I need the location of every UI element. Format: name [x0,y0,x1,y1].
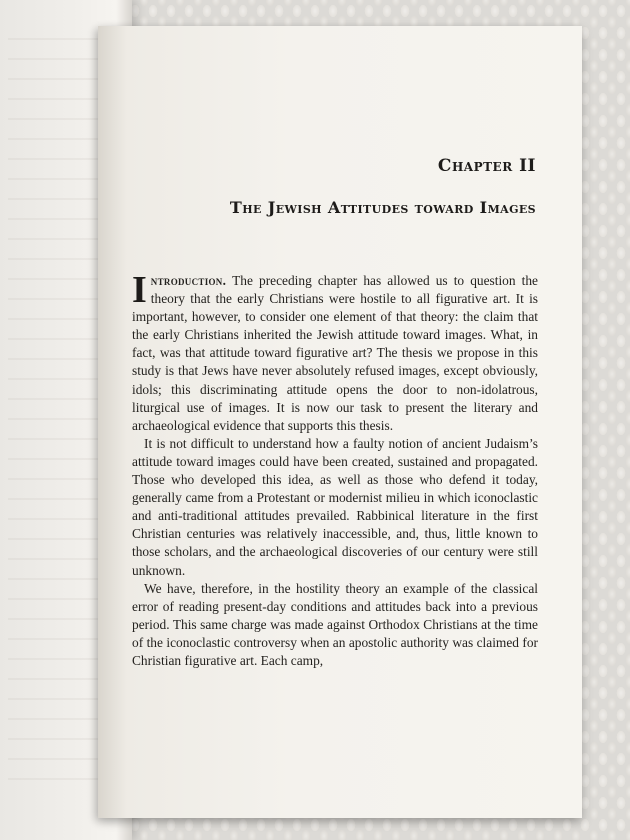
body-text [132,269,539,670]
paragraph-1-text: The preceding chapter has allowed us to question the theory that the early Christians were hostile to all figurative art. It is important, however, to consider one element of that theory: the claim that the early Christians inherited the Jewish attitude toward images. What, in fact, was that attitude toward figurative art? The thesis we propose in this study is that Jews have never absolutely refused images, except obviously, idols; this discriminating attitude opens the door to non-idolatrous, liturgical use of images. It is now our task to present the literary and archaeological evidence that supports this thesis. [132,273,539,433]
drop-cap: I [132,269,147,311]
section-heading: ntroduction. [150,273,227,288]
paragraph-3: We have, therefore, in the hostility theory an example of the classical error of reading present-day conditions and attitudes back into a previous period. This same charge was made against Orthodox Christians at the time of the iconoclastic controversy when an apostolic authority was claimed for Christian figurative art. Each camp, [132,580,538,668]
paragraph-2: It is not difficult to understand how a faulty notion of ancient Judaism’s attitude toward images could have been created, sustained and propagated. Those who developed this idea, as well as those who defend it today, generally came from a Protestant or modernist milieu in which iconoclastic and anti-traditional attitudes prevailed. Rabbinical literature in the first Christian centuries was relatively inaccessible, and, thus, little known to those scholars, and the archaeological discoveries of our century were still unknown. [132,435,538,578]
chapter-label: Chapter II [437,156,536,176]
paragraph-introduction [132,269,539,435]
chapter-title: The Jewish Attitudes toward Images [229,198,536,217]
